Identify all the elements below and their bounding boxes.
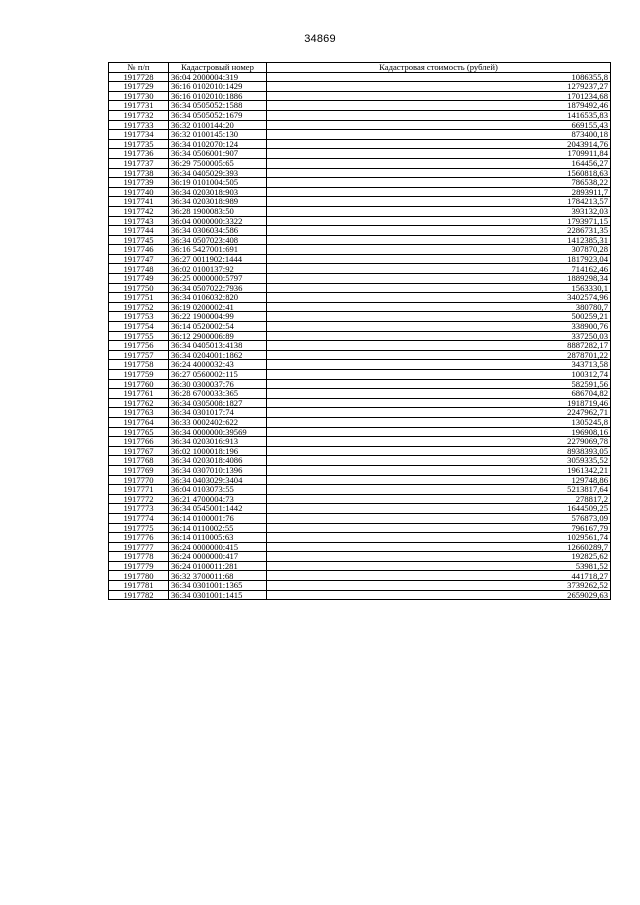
cadastral-number-cell: 36:28 6700033:365 (169, 389, 267, 399)
row-number-cell: 1917759 (109, 370, 169, 380)
cadastral-number-cell: 36:34 0301001:1415 (169, 590, 267, 600)
row-number-cell: 1917746 (109, 245, 169, 255)
cadastral-number-cell: 36:34 0507022:7936 (169, 283, 267, 293)
cadastral-number-cell: 36:24 0000000:415 (169, 542, 267, 552)
table-row (109, 72, 611, 82)
cadastral-value-cell: 8938393,05 (267, 446, 611, 456)
row-number-cell: 1917739 (109, 178, 169, 188)
table-row (109, 446, 611, 456)
cadastral-value-cell: 12660289,7 (267, 542, 611, 552)
row-number-cell: 1917736 (109, 149, 169, 159)
table-row (109, 178, 611, 188)
cadastral-number-cell: 36:16 5427001:691 (169, 245, 267, 255)
cadastral-value-cell: 129748,86 (267, 475, 611, 485)
row-number-cell: 1917757 (109, 350, 169, 360)
table-row (109, 110, 611, 120)
cadastral-value-cell: 441718,27 (267, 571, 611, 581)
row-number-cell: 1917765 (109, 427, 169, 437)
table-row (109, 91, 611, 101)
cadastral-value-cell: 2247962,71 (267, 408, 611, 418)
cadastral-number-cell: 36:04 0000000:3322 (169, 216, 267, 226)
table-row (109, 245, 611, 255)
table-row (109, 226, 611, 236)
cadastral-number-cell: 36:34 0305008:1827 (169, 398, 267, 408)
cadastral-number-cell: 36:34 0301017:74 (169, 408, 267, 418)
cadastral-value-cell: 196908,16 (267, 427, 611, 437)
cadastral-value-cell: 1305245,8 (267, 417, 611, 427)
table-row (109, 322, 611, 332)
table-row (109, 533, 611, 543)
cadastral-number-cell: 36:34 0102070:124 (169, 139, 267, 149)
cadastral-value-cell: 164456,27 (267, 158, 611, 168)
table-row (109, 427, 611, 437)
table-row (109, 504, 611, 514)
cadastral-value-cell: 1416535,83 (267, 110, 611, 120)
cadastral-value-cell: 3059335,52 (267, 456, 611, 466)
cadastral-value-cell: 307870,28 (267, 245, 611, 255)
row-number-cell: 1917734 (109, 130, 169, 140)
cadastral-value-cell: 500259,21 (267, 312, 611, 322)
cadastral-number-cell: 36:32 0100144:20 (169, 120, 267, 130)
table-row (109, 139, 611, 149)
table-row (109, 475, 611, 485)
row-number-cell: 1917764 (109, 417, 169, 427)
cadastral-value-cell: 2279069,78 (267, 437, 611, 447)
row-number-cell: 1917769 (109, 465, 169, 475)
row-number-cell: 1917728 (109, 72, 169, 82)
row-number-cell: 1917763 (109, 408, 169, 418)
table-row (109, 293, 611, 303)
row-number-cell: 1917771 (109, 485, 169, 495)
cadastral-value-cell: 1879492,46 (267, 101, 611, 111)
cadastral-number-cell: 36:34 0405013:4138 (169, 341, 267, 351)
cadastral-number-cell: 36:24 4000032:43 (169, 360, 267, 370)
table-row (109, 120, 611, 130)
cadastral-number-cell: 36:22 1900004:99 (169, 312, 267, 322)
table-row (109, 331, 611, 341)
row-number-cell: 1917750 (109, 283, 169, 293)
cadastral-number-cell: 36:21 4700004:73 (169, 494, 267, 504)
cadastral-number-cell: 36:19 0101004:505 (169, 178, 267, 188)
cadastral-value-cell: 278817,2 (267, 494, 611, 504)
cadastral-value-cell: 1709911,84 (267, 149, 611, 159)
cadastral-value-cell: 1086355,8 (267, 72, 611, 82)
header-row-number: № п/п (109, 63, 169, 73)
cadastral-number-cell: 36:34 0301001:1365 (169, 581, 267, 591)
page-number: 34869 (304, 33, 336, 45)
row-number-cell: 1917779 (109, 561, 169, 571)
cadastral-value-cell: 873400,18 (267, 130, 611, 140)
row-number-cell: 1917775 (109, 523, 169, 533)
cadastral-number-cell: 36:04 0103073:55 (169, 485, 267, 495)
row-number-cell: 1917778 (109, 552, 169, 562)
cadastral-value-cell: 686704,82 (267, 389, 611, 399)
cadastral-number-cell: 36:29 7500005:65 (169, 158, 267, 168)
table-row (109, 168, 611, 178)
cadastral-value-cell: 1279237,27 (267, 82, 611, 92)
table-row (109, 581, 611, 591)
cadastral-value-cell: 1793971,15 (267, 216, 611, 226)
cadastral-value-table (108, 62, 611, 600)
cadastral-number-cell: 36:34 0507023:408 (169, 235, 267, 245)
cadastral-number-cell: 36:34 0506001:907 (169, 149, 267, 159)
cadastral-number-cell: 36:34 0204001:1862 (169, 350, 267, 360)
cadastral-number-cell: 36:34 0203018:903 (169, 187, 267, 197)
table-row (109, 197, 611, 207)
header-cadastral-value: Кадастровая стоимость (рублей) (267, 63, 611, 73)
row-number-cell: 1917758 (109, 360, 169, 370)
row-number-cell: 1917740 (109, 187, 169, 197)
table-row (109, 370, 611, 380)
cadastral-value-cell: 338900,76 (267, 322, 611, 332)
table-row (109, 149, 611, 159)
row-number-cell: 1917762 (109, 398, 169, 408)
cadastral-value-cell: 2878701,22 (267, 350, 611, 360)
cadastral-number-cell: 36:34 0203018:4086 (169, 456, 267, 466)
row-number-cell: 1917770 (109, 475, 169, 485)
cadastral-value-cell: 3402574,96 (267, 293, 611, 303)
table-row (109, 341, 611, 351)
table-row (109, 590, 611, 600)
cadastral-value-cell: 393132,03 (267, 206, 611, 216)
table-row (109, 561, 611, 571)
row-number-cell: 1917732 (109, 110, 169, 120)
cadastral-value-cell: 1961342,21 (267, 465, 611, 475)
table-row (109, 408, 611, 418)
table-row (109, 542, 611, 552)
row-number-cell: 1917753 (109, 312, 169, 322)
row-number-cell: 1917752 (109, 302, 169, 312)
row-number-cell: 1917760 (109, 379, 169, 389)
cadastral-value-cell: 669155,43 (267, 120, 611, 130)
table-row (109, 312, 611, 322)
row-number-cell: 1917745 (109, 235, 169, 245)
table-row (109, 274, 611, 284)
cadastral-value-cell: 714162,46 (267, 264, 611, 274)
row-number-cell: 1917729 (109, 82, 169, 92)
cadastral-value-cell: 2043914,76 (267, 139, 611, 149)
cadastral-value-cell: 192825,62 (267, 552, 611, 562)
table-row (109, 130, 611, 140)
cadastral-value-cell: 380780,7 (267, 302, 611, 312)
table-row (109, 82, 611, 92)
row-number-cell: 1917780 (109, 571, 169, 581)
table-body (109, 72, 611, 600)
row-number-cell: 1917744 (109, 226, 169, 236)
cadastral-number-cell: 36:14 0520002:54 (169, 322, 267, 332)
row-number-cell: 1917782 (109, 590, 169, 600)
row-number-cell: 1917766 (109, 437, 169, 447)
table-row (109, 485, 611, 495)
cadastral-value-cell: 1817923,04 (267, 254, 611, 264)
cadastral-value-cell: 2893911,7 (267, 187, 611, 197)
cadastral-value-cell: 343713,58 (267, 360, 611, 370)
cadastral-number-cell: 36:34 0106032:820 (169, 293, 267, 303)
table-row (109, 264, 611, 274)
row-number-cell: 1917756 (109, 341, 169, 351)
row-number-cell: 1917777 (109, 542, 169, 552)
table-row (109, 417, 611, 427)
cadastral-value-cell: 1029561,74 (267, 533, 611, 543)
row-number-cell: 1917738 (109, 168, 169, 178)
cadastral-number-cell: 36:34 0403029:3404 (169, 475, 267, 485)
table-row (109, 350, 611, 360)
cadastral-number-cell: 36:19 0200002:41 (169, 302, 267, 312)
cadastral-value-cell: 53981,52 (267, 561, 611, 571)
row-number-cell: 1917755 (109, 331, 169, 341)
cadastral-number-cell: 36:16 0102010:1429 (169, 82, 267, 92)
table-row (109, 187, 611, 197)
cadastral-number-cell: 36:33 0002402:622 (169, 417, 267, 427)
header-row (109, 63, 611, 73)
cadastral-value-cell: 1918719,46 (267, 398, 611, 408)
table-row (109, 513, 611, 523)
cadastral-number-cell: 36:27 0560002:115 (169, 370, 267, 380)
row-number-cell: 1917781 (109, 581, 169, 591)
row-number-cell: 1917754 (109, 322, 169, 332)
cadastral-number-cell: 36:12 2900006:89 (169, 331, 267, 341)
cadastral-number-cell: 36:34 0307010:1396 (169, 465, 267, 475)
cadastral-number-cell: 36:02 1000018:196 (169, 446, 267, 456)
table-row (109, 216, 611, 226)
row-number-cell: 1917731 (109, 101, 169, 111)
cadastral-value-cell: 1560818,63 (267, 168, 611, 178)
cadastral-number-cell: 36:34 0545001:1442 (169, 504, 267, 514)
cadastral-value-cell: 576873,09 (267, 513, 611, 523)
cadastral-number-cell: 36:14 0100001:76 (169, 513, 267, 523)
cadastral-value-cell: 5213817,64 (267, 485, 611, 495)
cadastral-number-cell: 36:02 0100137:92 (169, 264, 267, 274)
row-number-cell: 1917767 (109, 446, 169, 456)
row-number-cell: 1917748 (109, 264, 169, 274)
table-row (109, 379, 611, 389)
cadastral-number-cell: 36:30 0300037:76 (169, 379, 267, 389)
table-row (109, 494, 611, 504)
cadastral-number-cell: 36:34 0203018:989 (169, 197, 267, 207)
row-number-cell: 1917730 (109, 91, 169, 101)
cadastral-number-cell: 36:16 0102010:1886 (169, 91, 267, 101)
cadastral-value-cell: 1701234,68 (267, 91, 611, 101)
row-number-cell: 1917751 (109, 293, 169, 303)
cadastral-number-cell: 36:28 1900083:50 (169, 206, 267, 216)
cadastral-number-cell: 36:24 0100011:281 (169, 561, 267, 571)
table-row (109, 552, 611, 562)
cadastral-number-cell: 36:34 0405029:393 (169, 168, 267, 178)
row-number-cell: 1917761 (109, 389, 169, 399)
row-number-cell: 1917743 (109, 216, 169, 226)
cadastral-number-cell: 36:27 0011902:1444 (169, 254, 267, 264)
cadastral-number-cell: 36:32 0100145:130 (169, 130, 267, 140)
table-row (109, 302, 611, 312)
table-row (109, 206, 611, 216)
table-row (109, 523, 611, 533)
cadastral-value-cell: 1644509,25 (267, 504, 611, 514)
row-number-cell: 1917747 (109, 254, 169, 264)
table-row (109, 158, 611, 168)
table-row (109, 254, 611, 264)
cadastral-number-cell: 36:14 0110002:55 (169, 523, 267, 533)
cadastral-value-cell: 1784213,57 (267, 197, 611, 207)
row-number-cell: 1917737 (109, 158, 169, 168)
row-number-cell: 1917742 (109, 206, 169, 216)
row-number-cell: 1917768 (109, 456, 169, 466)
row-number-cell: 1917776 (109, 533, 169, 543)
cadastral-value-cell: 100312,74 (267, 370, 611, 380)
table-row (109, 101, 611, 111)
cadastral-value-cell: 2286731,35 (267, 226, 611, 236)
header-cadastral-number: Кадастровый номер (169, 63, 267, 73)
cadastral-number-cell: 36:34 0306034:586 (169, 226, 267, 236)
row-number-cell: 1917749 (109, 274, 169, 284)
row-number-cell: 1917733 (109, 120, 169, 130)
cadastral-number-cell: 36:32 3700011:68 (169, 571, 267, 581)
cadastral-value-cell: 2659029,63 (267, 590, 611, 600)
table-row (109, 389, 611, 399)
cadastral-value-cell: 1889298,34 (267, 274, 611, 284)
row-number-cell: 1917741 (109, 197, 169, 207)
cadastral-value-cell: 1563330,1 (267, 283, 611, 293)
cadastral-value-cell: 582591,56 (267, 379, 611, 389)
cadastral-number-cell: 36:24 0000000:417 (169, 552, 267, 562)
table-row (109, 235, 611, 245)
cadastral-number-cell: 36:14 0110005:63 (169, 533, 267, 543)
table-row (109, 437, 611, 447)
cadastral-value-cell: 3739262,52 (267, 581, 611, 591)
cadastral-value-cell: 786538,22 (267, 178, 611, 188)
table-row (109, 283, 611, 293)
cadastral-number-cell: 36:04 2000004:319 (169, 72, 267, 82)
table-row (109, 456, 611, 466)
cadastral-number-cell: 36:25 0000000:5797 (169, 274, 267, 284)
table-row (109, 465, 611, 475)
row-number-cell: 1917774 (109, 513, 169, 523)
cadastral-number-cell: 36:34 0000000:39569 (169, 427, 267, 437)
row-number-cell: 1917735 (109, 139, 169, 149)
row-number-cell: 1917772 (109, 494, 169, 504)
cadastral-value-cell: 1412385,31 (267, 235, 611, 245)
table-row (109, 360, 611, 370)
cadastral-value-cell: 337250,03 (267, 331, 611, 341)
cadastral-number-cell: 36:34 0505052:1588 (169, 101, 267, 111)
row-number-cell: 1917773 (109, 504, 169, 514)
cadastral-value-cell: 8887282,17 (267, 341, 611, 351)
table-header (109, 63, 611, 73)
cadastral-number-cell: 36:34 0505052:1679 (169, 110, 267, 120)
cadastral-number-cell: 36:34 0203016:913 (169, 437, 267, 447)
table-row (109, 571, 611, 581)
cadastral-value-cell: 796167,79 (267, 523, 611, 533)
table-row (109, 398, 611, 408)
